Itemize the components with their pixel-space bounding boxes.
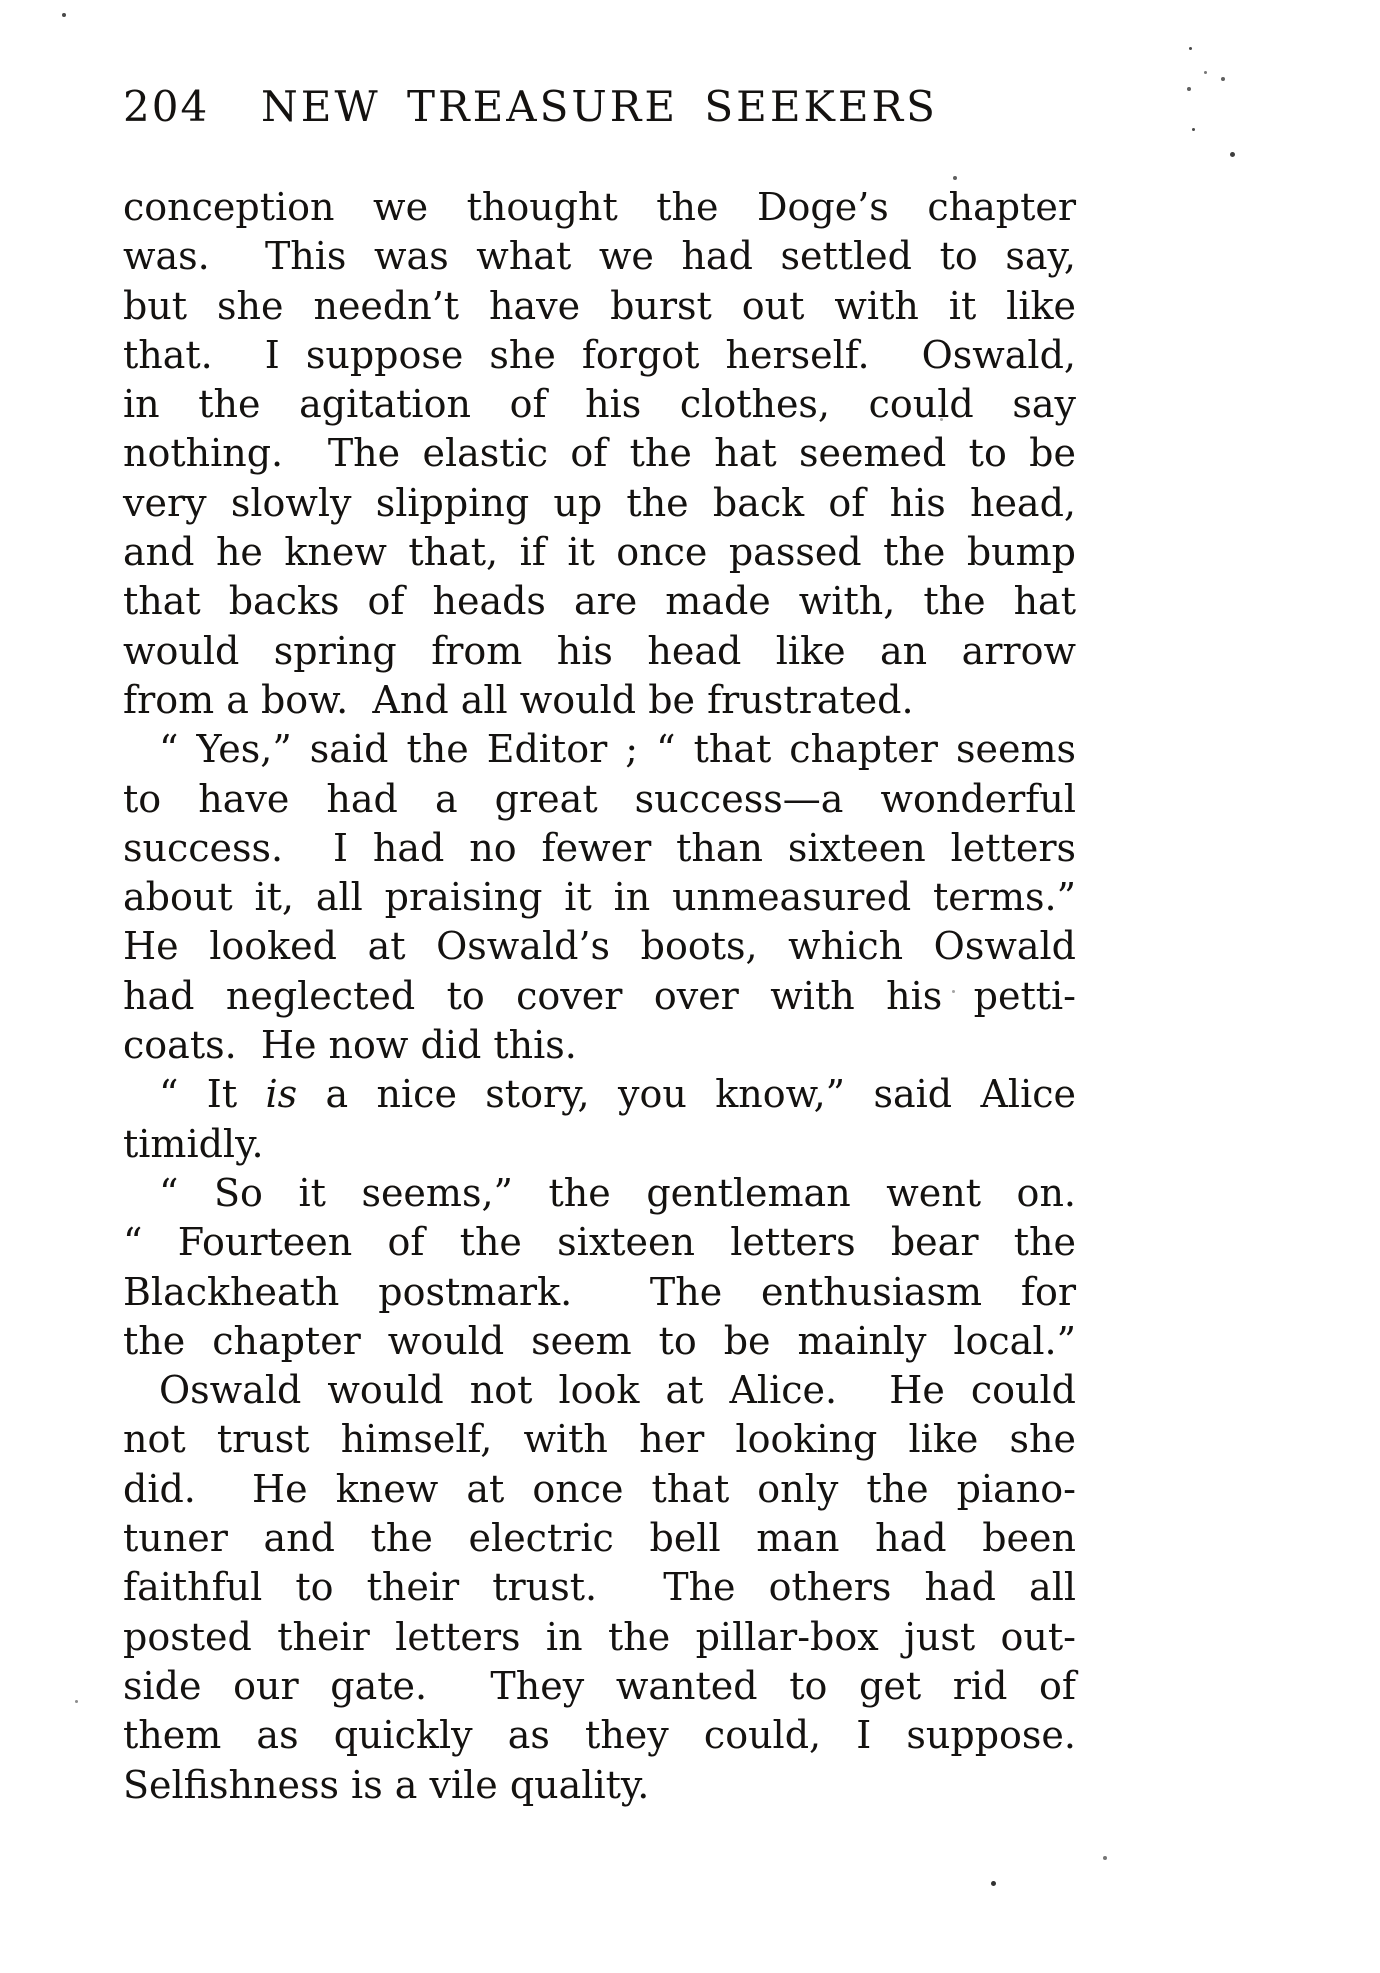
text-line: not trust himself, with her looking like she [123,1417,1076,1462]
text-line: nothing. The elastic of the hat seemed to be [123,431,1076,476]
text-line: posted their letters in the pillar-box just out- [123,1614,1076,1659]
text-line: conception we thought the Doge’s chapter [123,185,1076,229]
text-line: Blackheath postmark. The enthusiasm for [123,1269,1076,1314]
text-line: “ Fourteen of the sixteen letters bear the [123,1220,1076,1265]
scan-speck [1187,87,1191,91]
text-line: very slowly slipping up the back of his head, [123,480,1076,525]
text-line: that. I suppose she forgot herself. Oswald, [123,332,1076,377]
text-line: Oswald would not look at Alice. He could [159,1368,1076,1413]
text-line: He looked at Oswald’s boots, which Oswald [123,924,1076,969]
text-line: “ It is a nice story, you know,” said Alice [159,1072,1076,1117]
text-line: had neglected to cover over with his petti- [123,973,1076,1018]
text-line: faithful to their trust. The others had all [123,1565,1076,1610]
scan-speck [1103,1856,1107,1860]
text-line: tuner and the electric bell man had been [123,1516,1076,1561]
text-line: timidly. [123,1121,264,1166]
scan-speck [75,1700,78,1703]
text-line: to have had a great success—a wonderful [123,776,1076,821]
scan-speck [952,990,955,993]
text-line: but she needn’t have burst out with it like [123,283,1076,328]
scan-speck [953,176,957,180]
running-title: NEW TREASURE SEEKERS [261,82,938,131]
text-line: them as quickly as they could, I suppose. [123,1713,1076,1758]
page-number: 204 [123,82,210,131]
text-line: “ Yes,” said the Editor ; “ that chapter seems [159,727,1076,772]
scan-speck [1221,77,1225,81]
text-line: in the agitation of his clothes, could say [123,382,1076,427]
scan-speck [1192,128,1195,131]
text-line: was. This was what we had settled to say, [123,234,1076,279]
text-line: coats. He now did this. [123,1023,577,1068]
scan-speck [1204,71,1207,74]
text-line: that backs of heads are made with, the hat [123,579,1076,624]
scan-speck [991,1881,996,1886]
running-header [123,84,1076,132]
scan-speck [940,418,943,421]
text-block [123,183,1076,1810]
scan-speck [1189,47,1192,50]
text-line: side our gate. They wanted to get rid of [123,1663,1076,1708]
text-line: and he knew that, if it once passed the bump [123,530,1076,575]
text-line: from a bow. And all would be frustrated. [123,677,914,722]
text-line: did. He knew at once that only the piano- [123,1466,1076,1511]
text-line: success. I had no fewer than sixteen letters [123,825,1076,870]
text-line: about it, all praising it in unmeasured terms.” [123,875,1076,920]
text-line: the chapter would seem to be mainly local.” [123,1318,1076,1363]
text-line: would spring from his head like an arrow [123,628,1076,673]
text-line: Selfishness is a vile quality. [123,1762,650,1807]
scan-speck [1230,152,1235,157]
text-line: “ So it seems,” the gentleman went on. [159,1170,1076,1215]
scan-speck [62,13,66,17]
